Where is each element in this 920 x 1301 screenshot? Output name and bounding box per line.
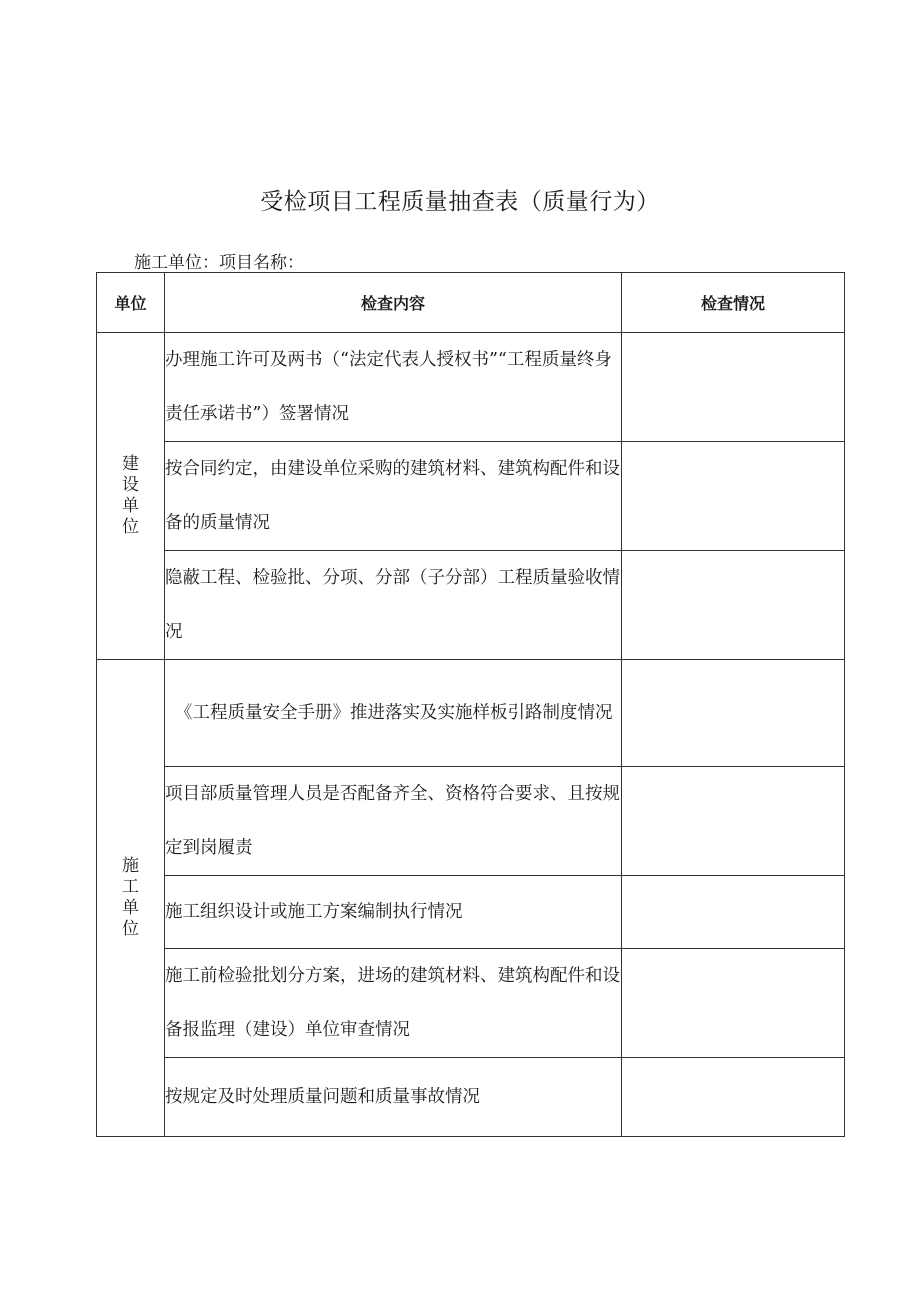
- check-item: 《工程质量安全手册》推进落实及实施样板引路制度情况: [165, 660, 622, 767]
- result-cell[interactable]: [622, 551, 845, 660]
- check-item: 施工组织设计或施工方案编制执行情况: [165, 876, 622, 949]
- result-cell[interactable]: [622, 333, 845, 442]
- document-title: 受检项目工程质量抽查表（质量行为）: [260, 189, 660, 215]
- result-cell[interactable]: [622, 767, 845, 876]
- inspection-table: [96, 272, 845, 1137]
- result-cell[interactable]: [622, 442, 845, 551]
- check-item: 隐蔽工程、检验批、分项、分部（子分部）工程质量验收情况: [165, 551, 622, 660]
- unit-label: 建设单位: [122, 454, 139, 537]
- result-cell[interactable]: [622, 1058, 845, 1137]
- header-unit: 单位: [97, 273, 165, 333]
- result-cell[interactable]: [622, 876, 845, 949]
- project-info-line: 施工单位：项目名称：: [134, 253, 304, 273]
- table-row: [97, 442, 845, 551]
- unit-label: 施工单位: [122, 856, 139, 939]
- result-cell[interactable]: [622, 949, 845, 1058]
- check-item: 施工前检验批划分方案，进场的建筑材料、建筑构配件和设备报监理（建设）单位审查情况: [165, 949, 622, 1058]
- table-header-row: [97, 273, 845, 333]
- check-item: 项目部质量管理人员是否配备齐全、资格符合要求、且按规定到岗履责: [165, 767, 622, 876]
- result-cell[interactable]: [622, 660, 845, 767]
- check-item: 办理施工许可及两书（“法定代表人授权书”“工程质量终身责任承诺书”）签署情况: [165, 333, 622, 442]
- table-row: [97, 767, 845, 876]
- header-result: 检查情况: [622, 273, 845, 333]
- header-content: 检查内容: [165, 273, 622, 333]
- check-item: 按合同约定，由建设单位采购的建筑材料、建筑构配件和设备的质量情况: [165, 442, 622, 551]
- table-row: [97, 876, 845, 949]
- table-row: [97, 1058, 845, 1137]
- table-row: [97, 660, 845, 767]
- unit-cell-contractor: [97, 660, 165, 1137]
- table-row: [97, 333, 845, 442]
- check-item: 按规定及时处理质量问题和质量事故情况: [165, 1058, 622, 1137]
- table-row: [97, 949, 845, 1058]
- unit-cell-construction-owner: [97, 333, 165, 660]
- table-row: [97, 551, 845, 660]
